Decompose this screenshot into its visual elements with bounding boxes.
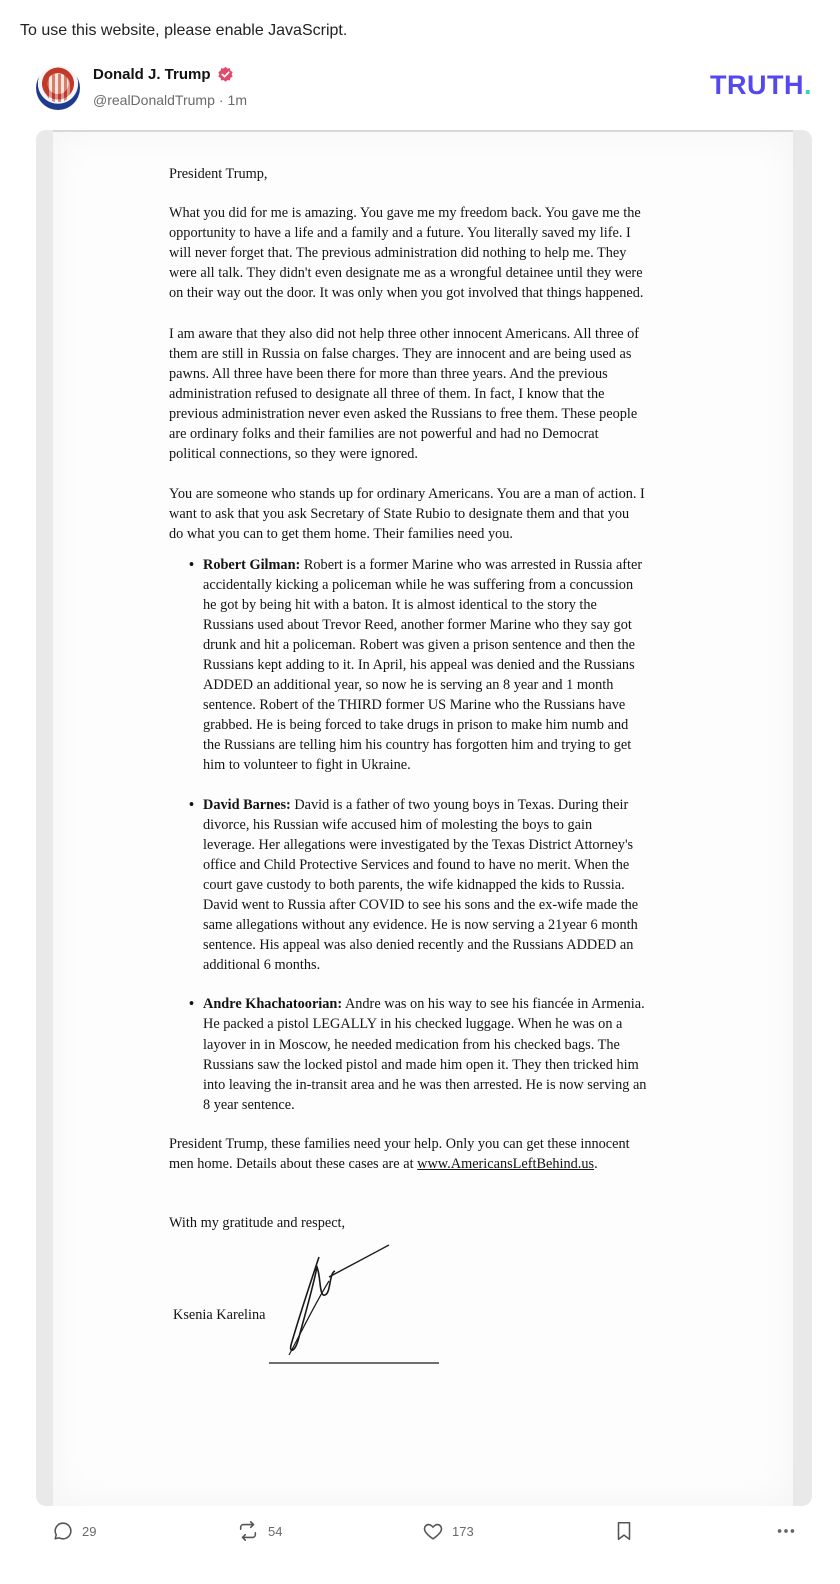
logo-text: TRUTH bbox=[710, 70, 804, 100]
verified-badge-icon bbox=[217, 66, 234, 83]
closing-text: President Trump, these families need your help. Only you can get these innocent men home. Details about these cases are at bbox=[169, 1135, 630, 1173]
more-options-button[interactable] bbox=[774, 1520, 798, 1542]
list-item bbox=[169, 795, 647, 976]
closing-period: . bbox=[594, 1156, 598, 1173]
like-count: 173 bbox=[452, 1523, 474, 1539]
reply-icon bbox=[52, 1520, 74, 1542]
scan-edge bbox=[53, 130, 793, 132]
reply-button[interactable] bbox=[52, 1520, 96, 1542]
letter-paragraph: You are someone who stands up for ordinary Americans. You are a man of action. I want to ask that you ask Secretary of State Rubio to designate them and that you do what you can to get them home. Their families need you. bbox=[169, 486, 645, 543]
retruth-icon bbox=[236, 1520, 260, 1542]
author-meta: @realDonaldTrump · 1m bbox=[93, 92, 247, 108]
letter-document bbox=[53, 130, 793, 1506]
bookmark-button[interactable] bbox=[614, 1520, 634, 1542]
heart-icon bbox=[422, 1520, 444, 1542]
javascript-notice: To use this website, please enable JavaScript. bbox=[20, 22, 348, 39]
detainee-description: Robert is a former Marine who was arrested in Russia after accidentally kicking a policeman while he was suffering from a concussion he got by being hit with a baton. It is almost identical to the story the Russians used about Trevor Reed, another former Marine who they say got drunk and hit a policeman. Robert was given a prison sentence and then the Russians kept adding to it. In April, his appeal was denied and the Russians ADDED an additional year, so now he is serving an 8 year and 1 month sentence. Robert of the THIRD former US Marine who the Russians have grabbed. He is being forced to take drugs in prison to make him numb and the Russians are telling him his country has forgotten him and trying to get him to volunteer to fight in Ukraine. bbox=[203, 556, 643, 774]
author-display-name[interactable]: Donald J. Trump bbox=[93, 66, 211, 83]
retruth-button[interactable] bbox=[236, 1520, 282, 1542]
signer-name: Ksenia Karelina bbox=[173, 1307, 266, 1324]
retruth-count: 54 bbox=[268, 1523, 283, 1539]
handwritten-signature bbox=[269, 1237, 549, 1377]
detainee-name: Andre Khachatoorian: bbox=[203, 996, 343, 1013]
author-name-row bbox=[93, 66, 234, 83]
bookmark-icon bbox=[614, 1520, 634, 1542]
reply-count: 29 bbox=[82, 1523, 97, 1539]
detainee-description: David is a father of two young boys in Texas. During their divorce, his Russian wife accused him of molesting the boys to gain leverage. Her allegations were investigated by the Texas District Attorney's office and Child Protective Services and found to have no merit. When the court gave custody to both parents, the wife kidnapped the kids to Russia. David went to Russia after COVID to see his sons and the ex-wife made the same allegations without any evidence. He is now serving a 21year 6 month sentence. His appeal was also denied recently and the Russians ADDED an additional 6 months. bbox=[203, 796, 639, 974]
signature-block bbox=[169, 1233, 647, 1393]
logo-dot: . bbox=[803, 70, 812, 100]
list-item bbox=[169, 555, 647, 776]
letter-paragraph: What you did for me is amazing. You gave me my freedom back. You gave me the opportunity to have a life and a family and a future. You literally saved my life. I will never forget that. The previous administration did nothing to help me. They were all talk. They didn't even designate me as a wrongful detainee until they were on their way out the door. It was only when you got involved that things happened. bbox=[169, 205, 644, 302]
letter-paragraph: I am aware that they also did not help three other innocent Americans. All three of them are still in Russia on false charges. They are innocent and are being used as pawns. All three have been there for more than three years. And the previous administration refused to designate all three of them. In fact, I know that the previous administration never even asked the Russians to free them. These people are ordinary folks and their families are not powerful and had no Democrat political connections, so they were ignored. bbox=[169, 325, 640, 463]
post-action-bar bbox=[0, 1520, 840, 1560]
detainee-name: David Barnes: bbox=[203, 796, 291, 813]
letter-closing-paragraph bbox=[169, 1134, 647, 1174]
truth-social-logo[interactable] bbox=[710, 70, 812, 101]
detainee-name: Robert Gilman: bbox=[203, 556, 301, 573]
more-icon bbox=[774, 1520, 798, 1542]
letter-body bbox=[169, 164, 647, 1393]
letter-sign-off: With my gratitude and respect, bbox=[169, 1215, 346, 1232]
detainee-list bbox=[169, 555, 647, 1115]
list-item bbox=[169, 994, 647, 1115]
letter-salutation: President Trump, bbox=[169, 166, 268, 182]
detainee-description: Andre was on his way to see his fiancée in Armenia. He packed a pistol LEGALLY in his checked luggage. When he was on a layover in in Moscow, he needed medication from his checked bags. The Russians saw the locked pistol and made him open it. They then tricked him into leaving the in-transit area and he was then arrested. He is now serving an 8 year sentence. bbox=[203, 996, 647, 1113]
avatar[interactable] bbox=[36, 66, 80, 110]
website-link: www.AmericansLeftBehind.us bbox=[417, 1156, 595, 1173]
author-handle[interactable]: @realDonaldTrump bbox=[93, 92, 215, 108]
post-timestamp[interactable]: 1m bbox=[227, 92, 247, 108]
like-button[interactable] bbox=[422, 1520, 474, 1542]
post-image[interactable] bbox=[36, 130, 812, 1506]
post-header bbox=[36, 64, 812, 114]
